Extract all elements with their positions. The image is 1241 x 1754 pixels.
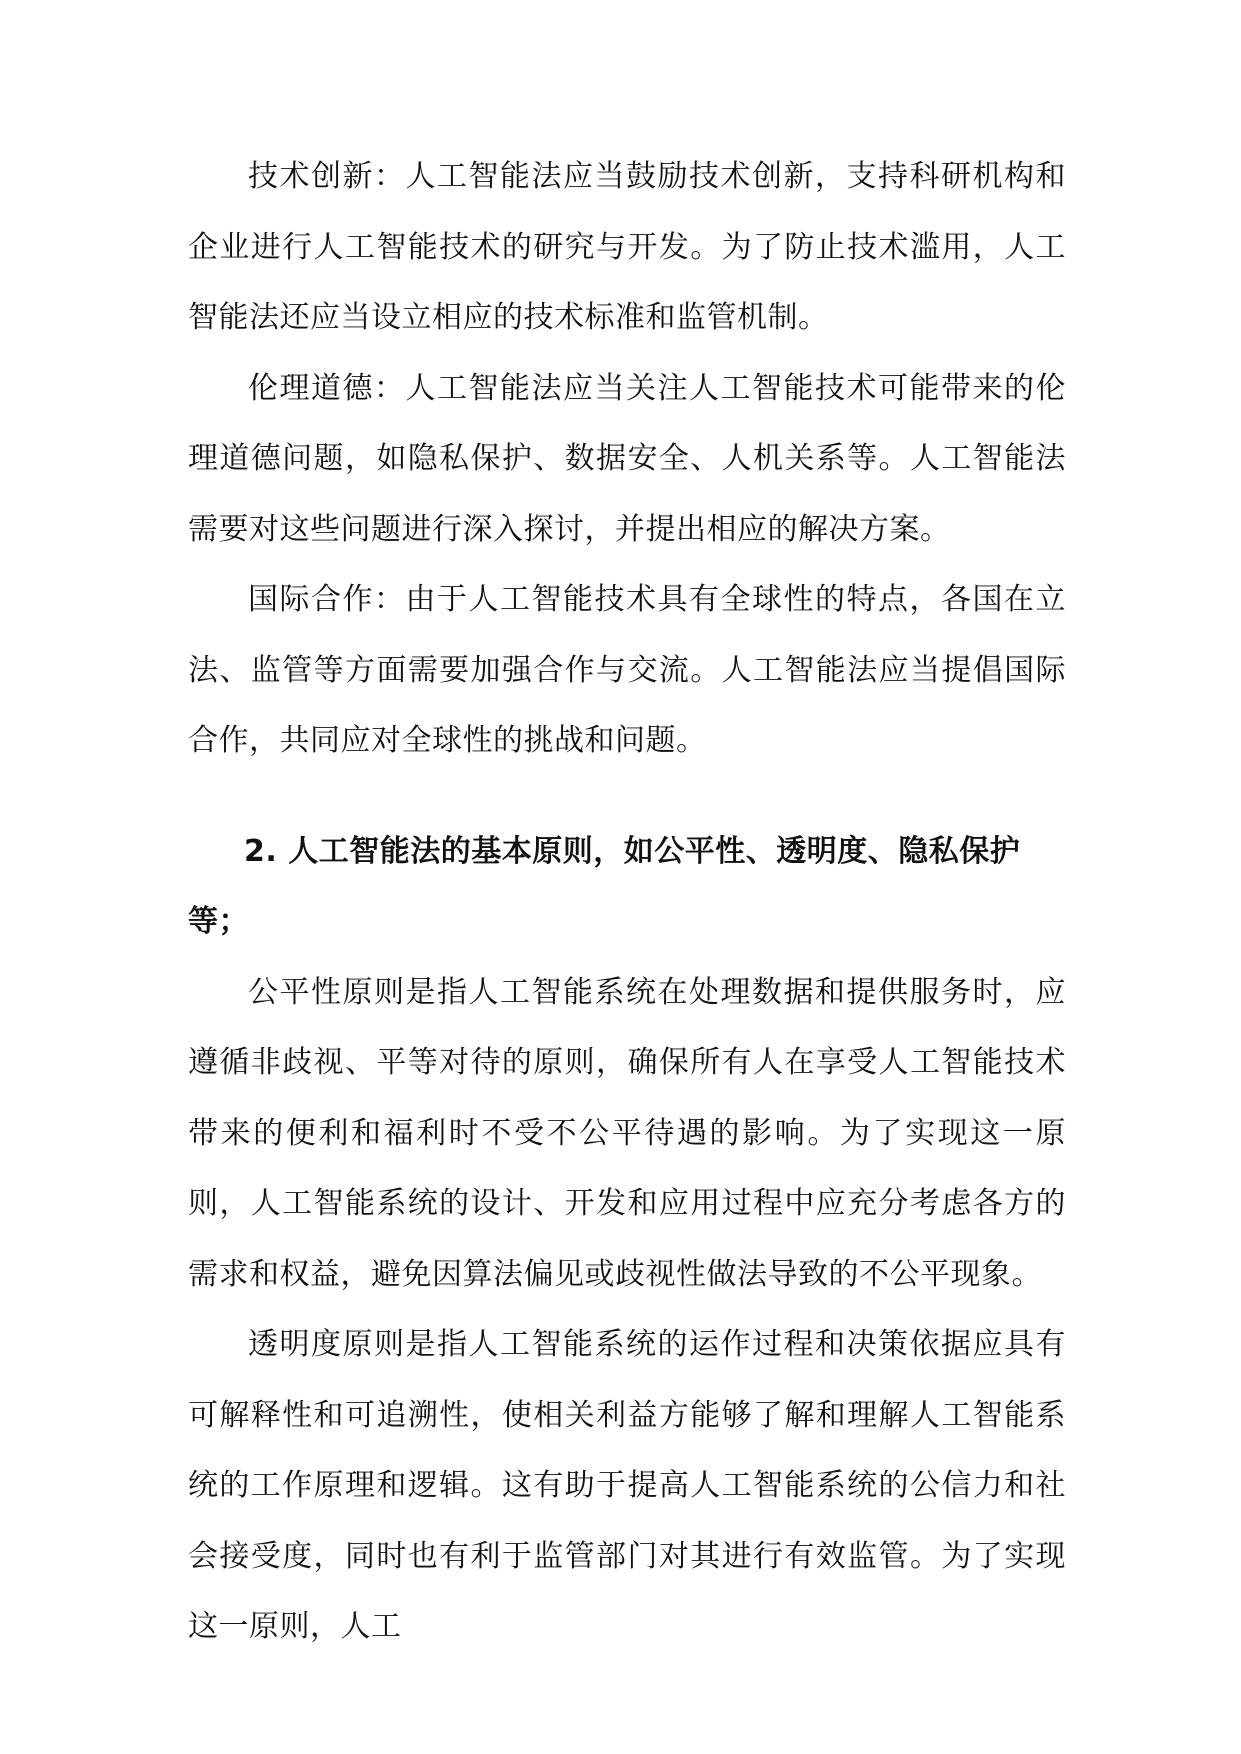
- document-body: [188, 142, 1066, 1663]
- paragraph-tech-innovation: 技术创新：人工智能法应当鼓励技术创新，支持科研机构和企业进行人工智能技术的研究与开发。为了防止技术滥用，人工智能法还应当设立相应的技术标准和监管机制。: [188, 159, 1066, 335]
- section-heading: 2. 人工智能法的基本原则，如公平性、透明度、隐私保护等；: [188, 833, 1021, 939]
- paragraph-ethics: 伦理道德：人工智能法应当关注人工智能技术可能带来的伦理道德问题，如隐私保护、数据安全、人机关系等。人工智能法需要对这些问题进行深入探讨，并提出相应的解决方案。: [188, 370, 1066, 547]
- paragraph-international-cooperation: 国际合作：由于人工智能技术具有全球性的特点，各国在立法、监管等方面需要加强合作与交流。人工智能法应当提倡国际合作，共同应对全球性的挑战和问题。: [188, 582, 1066, 758]
- paragraph-transparency-principle: 透明度原则是指人工智能系统的运作过程和决策依据应具有可解释性和可追溯性，使相关利益方能够了解和理解人工智能系统的工作原理和逻辑。这有助于提高人工智能系统的公信力和社会接受度，同时也有利于监管部门对其进行有效监管。为了实现这一原则，人工: [188, 1327, 1066, 1644]
- paragraph-fairness-principle: 公平性原则是指人工智能系统在处理数据和提供服务时，应遵循非歧视、平等对待的原则，确保所有人在享受人工智能技术带来的便利和福利时不受不公平待遇的影响。为了实现这一原则，人工智能系统的设计、开发和应用过程中应充分考虑各方的需求和权益，避免因算法偏见或歧视性做法导致的不公平现象。: [188, 974, 1066, 1292]
